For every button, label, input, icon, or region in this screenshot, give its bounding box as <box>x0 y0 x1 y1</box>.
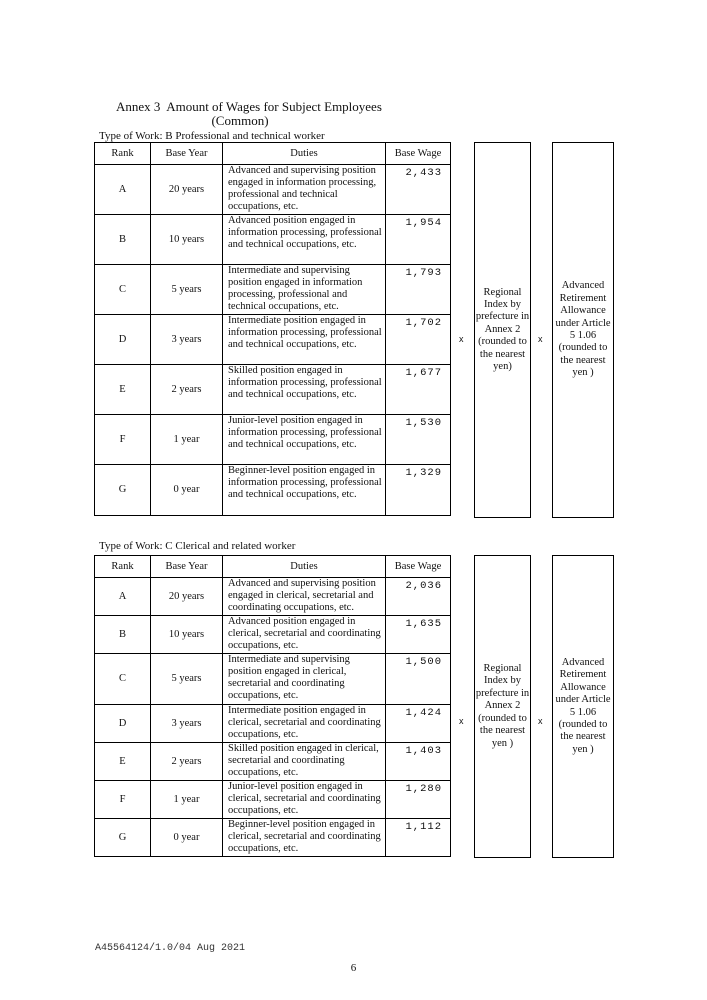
retirement-allowance-box-b <box>552 142 614 518</box>
rank-cell: B <box>95 215 151 265</box>
base-year-cell: 10 years <box>151 215 223 265</box>
header-duties: Duties <box>223 556 386 578</box>
rank-cell: G <box>95 819 151 857</box>
duties-cell: Junior-level position engaged in information processing, professional and technical occupations, etc. <box>223 415 386 465</box>
rank-cell: D <box>95 315 151 365</box>
duties-cell: Beginner-level position engaged in clerical, secretarial and coordinating occupations, etc. <box>223 819 386 857</box>
table-row <box>95 465 451 516</box>
base-year-cell: 0 year <box>151 819 223 857</box>
header-base-year: Base Year <box>151 143 223 165</box>
duties-cell: Intermediate and supervising position engaged in information processing, professional and technical occupations, etc. <box>223 265 386 315</box>
table-row <box>95 705 451 743</box>
base-year-cell: 5 years <box>151 265 223 315</box>
work-type-b: Type of Work: B Professional and technical worker <box>99 130 325 142</box>
base-wage-cell: 1,702 <box>386 315 451 365</box>
base-wage-cell: 1,530 <box>386 415 451 465</box>
header-base-year: Base Year <box>151 556 223 578</box>
base-year-cell: 3 years <box>151 315 223 365</box>
multiply-symbol: x <box>538 334 543 344</box>
duties-cell: Skilled position engaged in information processing, professional and technical occupations, etc. <box>223 365 386 415</box>
rank-cell: F <box>95 781 151 819</box>
base-wage-cell: 1,329 <box>386 465 451 516</box>
regional-index-text: Regional Index by prefecture in Annex 2 (rounded to the nearest yen ) <box>475 663 530 749</box>
header-rank: Rank <box>95 556 151 578</box>
duties-cell: Beginner-level position engaged in information processing, professional and technical occupations, etc. <box>223 465 386 516</box>
rank-cell: F <box>95 415 151 465</box>
base-wage-cell: 1,635 <box>386 616 451 654</box>
multiply-symbol: x <box>538 716 543 726</box>
base-year-cell: 1 year <box>151 415 223 465</box>
base-wage-cell: 1,112 <box>386 819 451 857</box>
base-year-cell: 20 years <box>151 578 223 616</box>
base-year-cell: 5 years <box>151 654 223 705</box>
rank-cell: C <box>95 265 151 315</box>
base-wage-cell: 1,954 <box>386 215 451 265</box>
work-type-c: Type of Work: C Clerical and related worker <box>99 540 296 552</box>
base-year-cell: 0 year <box>151 465 223 516</box>
table-row <box>95 315 451 365</box>
table-row <box>95 578 451 616</box>
duties-cell: Junior-level position engaged in clerical, secretarial and coordinating occupations, etc. <box>223 781 386 819</box>
duties-cell: Skilled position engaged in clerical, secretarial and coordinating occupations, etc. <box>223 743 386 781</box>
table-row <box>95 819 451 857</box>
header-rank: Rank <box>95 143 151 165</box>
table-row <box>95 165 451 215</box>
wage-table-b <box>94 142 451 516</box>
table-row <box>95 265 451 315</box>
base-year-cell: 2 years <box>151 365 223 415</box>
rank-cell: B <box>95 616 151 654</box>
annex-subtitle: (Common) <box>211 113 269 128</box>
base-wage-cell: 2,433 <box>386 165 451 215</box>
duties-cell: Advanced position engaged in clerical, secretarial and coordinating occupations, etc. <box>223 616 386 654</box>
duties-cell: Intermediate position engaged in information processing, professional and technical occupations, etc. <box>223 315 386 365</box>
retirement-allowance-box-c <box>552 555 614 858</box>
regional-index-box-c <box>474 555 531 858</box>
base-wage-cell: 1,500 <box>386 654 451 705</box>
rank-cell: E <box>95 743 151 781</box>
retirement-allowance-text: Advanced Retirement Allowance under Article 5 1.06 (rounded to the nearest yen ) <box>555 656 611 755</box>
retirement-allowance-text: Advanced Retirement Allowance under Article 5 1.06 (rounded to the nearest yen ) <box>555 280 611 379</box>
duties-cell: Advanced position engaged in information processing, professional and technical occupations, etc. <box>223 215 386 265</box>
multiply-symbol: x <box>459 334 464 344</box>
rank-cell: C <box>95 654 151 705</box>
rank-cell: D <box>95 705 151 743</box>
duties-cell: Advanced and supervising position engaged in clerical, secretarial and coordinating occupations, etc. <box>223 578 386 616</box>
rank-cell: G <box>95 465 151 516</box>
base-wage-cell: 1,280 <box>386 781 451 819</box>
base-wage-cell: 1,677 <box>386 365 451 415</box>
base-year-cell: 20 years <box>151 165 223 215</box>
base-year-cell: 10 years <box>151 616 223 654</box>
table-row <box>95 415 451 465</box>
page-number: 6 <box>350 962 357 974</box>
base-wage-cell: 1,793 <box>386 265 451 315</box>
header-duties: Duties <box>223 143 386 165</box>
multiply-symbol: x <box>459 716 464 726</box>
duties-cell: Advanced and supervising position engaged in information processing, professional and technical occupations, etc. <box>223 165 386 215</box>
table-row <box>95 365 451 415</box>
header-base-wage: Base Wage <box>386 143 451 165</box>
base-wage-cell: 2,036 <box>386 578 451 616</box>
rank-cell: E <box>95 365 151 415</box>
regional-index-text: Regional Index by prefecture in Annex 2 (rounded to the nearest yen) <box>475 286 530 373</box>
base-year-cell: 1 year <box>151 781 223 819</box>
base-wage-cell: 1,424 <box>386 705 451 743</box>
table-row <box>95 215 451 265</box>
wage-table-c <box>94 555 451 857</box>
table-row <box>95 654 451 705</box>
annex-title: Annex 3 Amount of Wages for Subject Employees <box>116 99 382 114</box>
document-id: A45564124/1.0/04 Aug 2021 <box>95 943 246 954</box>
base-wage-cell: 1,403 <box>386 743 451 781</box>
regional-index-box-b <box>474 142 531 518</box>
table-row <box>95 743 451 781</box>
base-year-cell: 2 years <box>151 743 223 781</box>
rank-cell: A <box>95 578 151 616</box>
duties-cell: Intermediate position engaged in clerical, secretarial and coordinating occupations, etc. <box>223 705 386 743</box>
duties-cell: Intermediate and supervising position engaged in clerical, secretarial and coordinating occupations, etc. <box>223 654 386 705</box>
table-row <box>95 781 451 819</box>
table-row <box>95 616 451 654</box>
header-base-wage: Base Wage <box>386 556 451 578</box>
base-year-cell: 3 years <box>151 705 223 743</box>
rank-cell: A <box>95 165 151 215</box>
